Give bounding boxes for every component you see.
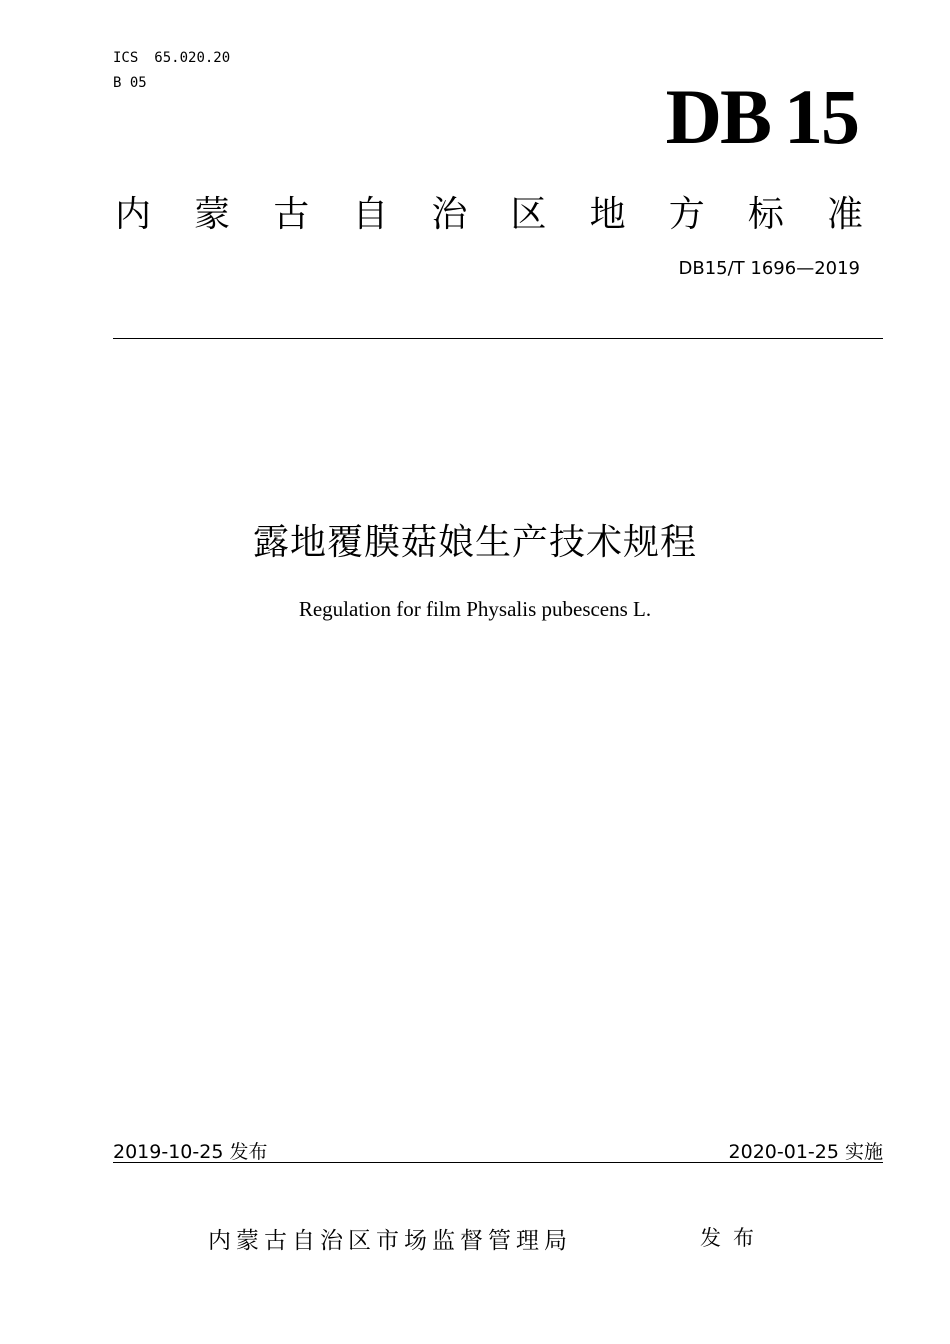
standard-type-char: 治 [431, 194, 468, 235]
ics-code-line [113, 50, 230, 66]
footer-divider [113, 1162, 883, 1163]
title-chinese: 露地覆膜菇娘生产技术规程 [252, 522, 697, 563]
standard-type-char: 内 [114, 194, 151, 235]
implement-date: 2020-01-25 实施 [728, 1141, 883, 1163]
publish-date: 2019-10-25 发布 [113, 1141, 268, 1163]
standard-type-char: 蒙 [194, 194, 231, 235]
db-letters: DB [665, 73, 770, 160]
ics-label: ICS [113, 50, 139, 66]
header-divider [113, 338, 883, 339]
standard-type-char: 地 [589, 194, 626, 235]
standard-type-char: 自 [352, 194, 389, 235]
db-number: 15 [784, 73, 858, 160]
issue-label: 发布 [700, 1226, 766, 1250]
db-mark [665, 73, 858, 160]
ics-code: 65.020.20 [154, 50, 231, 66]
standard-type-char: 方 [668, 194, 705, 235]
standard-type-heading [113, 186, 865, 237]
standard-type-char: 标 [747, 194, 784, 235]
title-english: Regulation for film Physalis pubescens L. [298, 597, 652, 621]
standard-number: DB15/T 1696—2019 [678, 258, 860, 279]
classification-code: B 05 [113, 75, 147, 91]
issuing-authority: 内蒙古自治区市场监督管理局 [208, 1228, 572, 1254]
standard-type-char: 古 [273, 194, 310, 235]
standard-type-char: 准 [826, 194, 863, 235]
standard-type-char: 区 [510, 194, 547, 235]
